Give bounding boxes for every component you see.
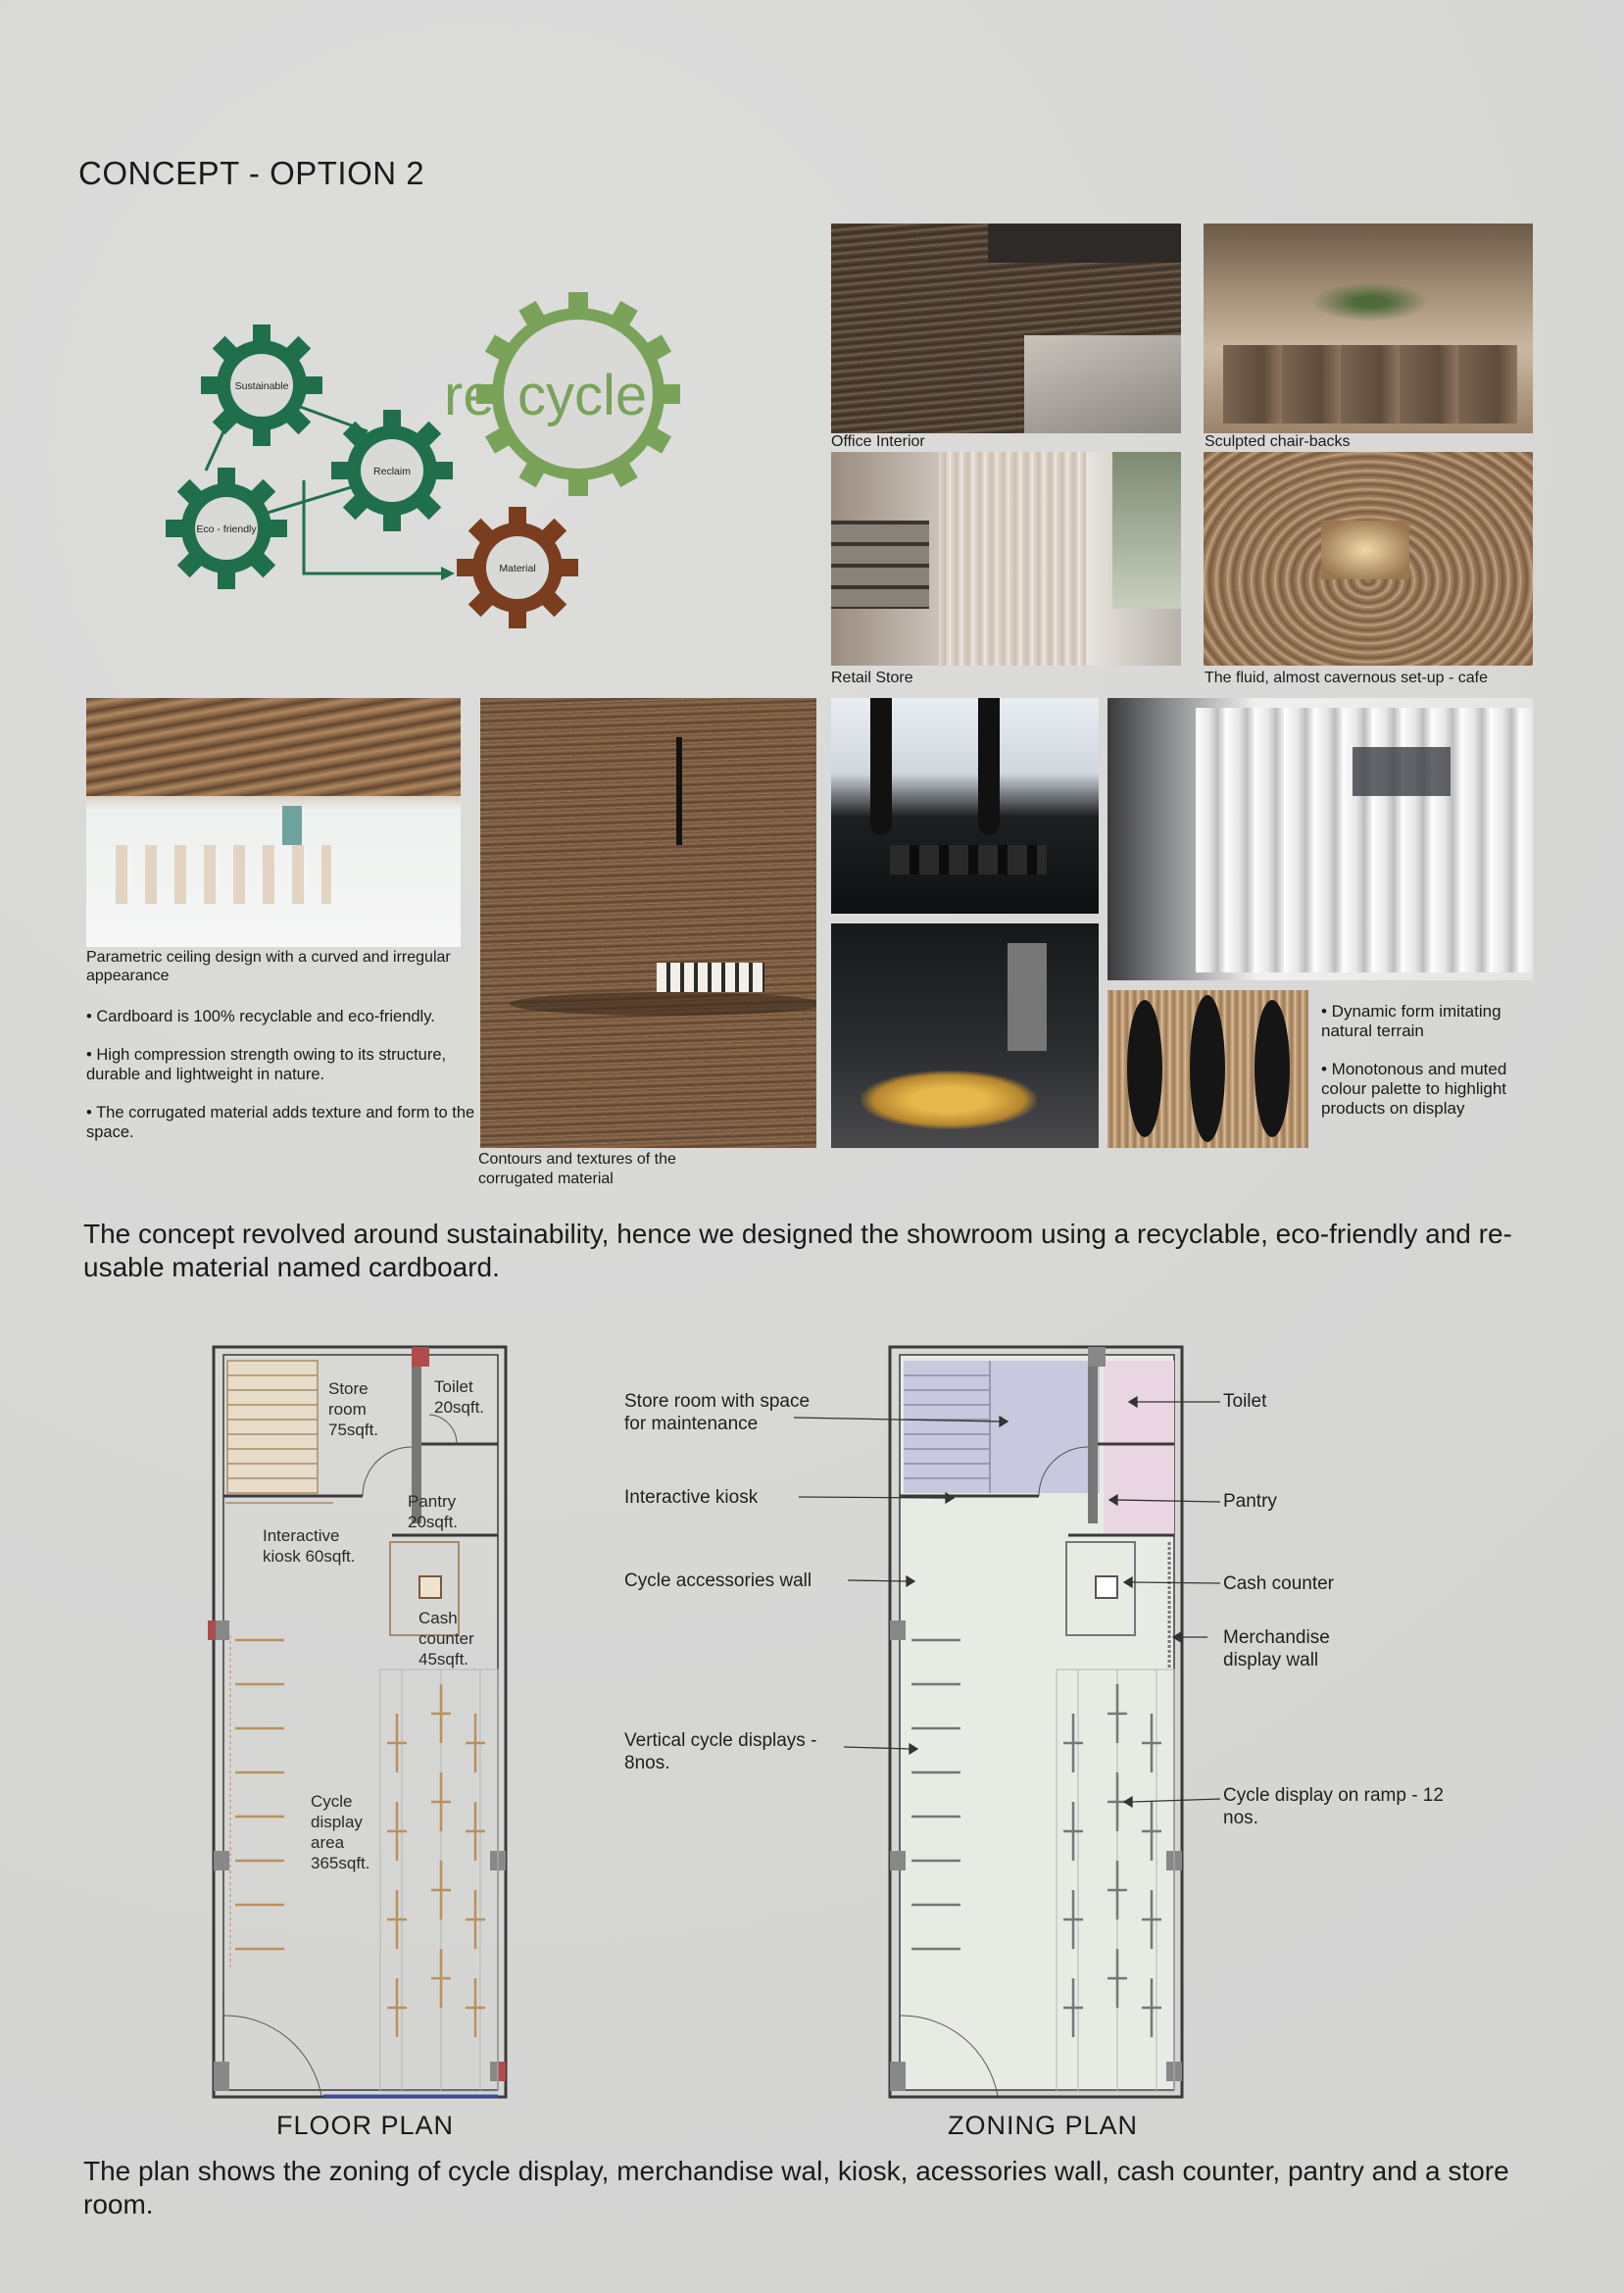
parametric-ceiling-image <box>86 698 461 947</box>
zone-label-vertical: Vertical cycle displays - 8nos. <box>624 1730 817 1773</box>
zone-label-ramp: Cycle display on ramp - 12 nos. <box>1223 1785 1444 1828</box>
caption-chairs: Sculpted chair-backs <box>1205 433 1351 450</box>
caption-parametric: Parametric ceiling design with a curved and irregular appearance <box>86 949 451 984</box>
corrugated-wall-image <box>480 698 816 1148</box>
page-title: CONCEPT - OPTION 2 <box>78 155 425 191</box>
concept-paragraph: The concept revolved around sustainability, hence we designed the showroom using a recyclable, eco-friendly and re-usable material named cardboard. <box>83 1219 1512 1282</box>
floor-label-store: Store room 75sqft. <box>328 1379 379 1439</box>
cardboard-notes <box>86 1007 483 1161</box>
zone-label-pantry: Pantry <box>1223 1491 1277 1512</box>
floor-label-pantry: Pantry 20sqft. <box>408 1492 459 1531</box>
logo-word-re: re <box>444 364 495 427</box>
note-item: • The corrugated material adds texture and form to the space. <box>86 1104 475 1141</box>
zone-label-toilet: Toilet <box>1223 1391 1267 1412</box>
zone-label-merch: Merchandise display wall <box>1223 1627 1330 1670</box>
caption-office: Office Interior <box>831 433 925 450</box>
floor-plan-drawing <box>206 1341 519 2106</box>
terrain-notes <box>1321 1002 1547 1137</box>
zone-label-kiosk: Interactive kiosk <box>624 1487 759 1508</box>
note-item: • High compression strength owing to its structure, durable and lightweight in nature. <box>86 1046 447 1083</box>
note-item: • Cardboard is 100% recyclable and eco-friendly. <box>86 1008 435 1025</box>
arrow-head-icon <box>441 567 455 580</box>
gear-label-material: Material <box>499 563 536 574</box>
caption-contours-2: corrugated material <box>478 1171 614 1187</box>
zone-label-accessories: Cycle accessories wall <box>624 1570 812 1591</box>
chair-backs-image <box>1204 224 1533 433</box>
note-item: • Monotonous and muted colour palette to highlight products on display <box>1321 1060 1507 1118</box>
caption-retail: Retail Store <box>831 670 913 686</box>
zone-label-cash: Cash counter <box>1223 1573 1335 1594</box>
floor-label-kiosk: Interactive kiosk 60sqft. <box>263 1526 356 1566</box>
black-white-ceiling-image <box>831 698 1099 914</box>
note-item: • Dynamic form imitating natural terrain <box>1321 1002 1501 1040</box>
wooden-contour-panel-image <box>1107 990 1308 1148</box>
floor-plan-title: FLOOR PLAN <box>276 2111 455 2140</box>
gear-label-sustainable: Sustainable <box>234 380 289 392</box>
white-fins-image <box>1107 698 1533 980</box>
caption-cafe: The fluid, almost cavernous set-up - cafe <box>1205 670 1489 686</box>
gear-label-reclaim: Reclaim <box>373 466 411 477</box>
logo-word-cycle: cycle <box>517 364 648 427</box>
retail-store-image <box>831 452 1181 666</box>
recycle-gear-diagram <box>147 284 735 647</box>
cafe-image <box>1204 452 1533 666</box>
floor-label-cash: Cash counter 45sqft. <box>418 1609 474 1669</box>
zone-label-store: Store room with space for maintenance <box>624 1391 811 1434</box>
zoning-plan-title: ZONING PLAN <box>948 2111 1139 2140</box>
gear-label-eco: Eco - friendly <box>196 523 257 535</box>
floor-label-toilet: Toilet 20sqft. <box>434 1377 485 1417</box>
plan-paragraph: The plan shows the zoning of cycle display, merchandise wal, kiosk, acessories wall, cash counter, pantry and a store room. <box>83 2156 1509 2219</box>
office-interior-image <box>831 224 1181 433</box>
floor-label-cycle: Cycle display area 365sqft. <box>311 1792 370 1872</box>
caption-contours-1: Contours and textures of the <box>478 1151 676 1168</box>
exhibition-path-image <box>831 923 1099 1148</box>
